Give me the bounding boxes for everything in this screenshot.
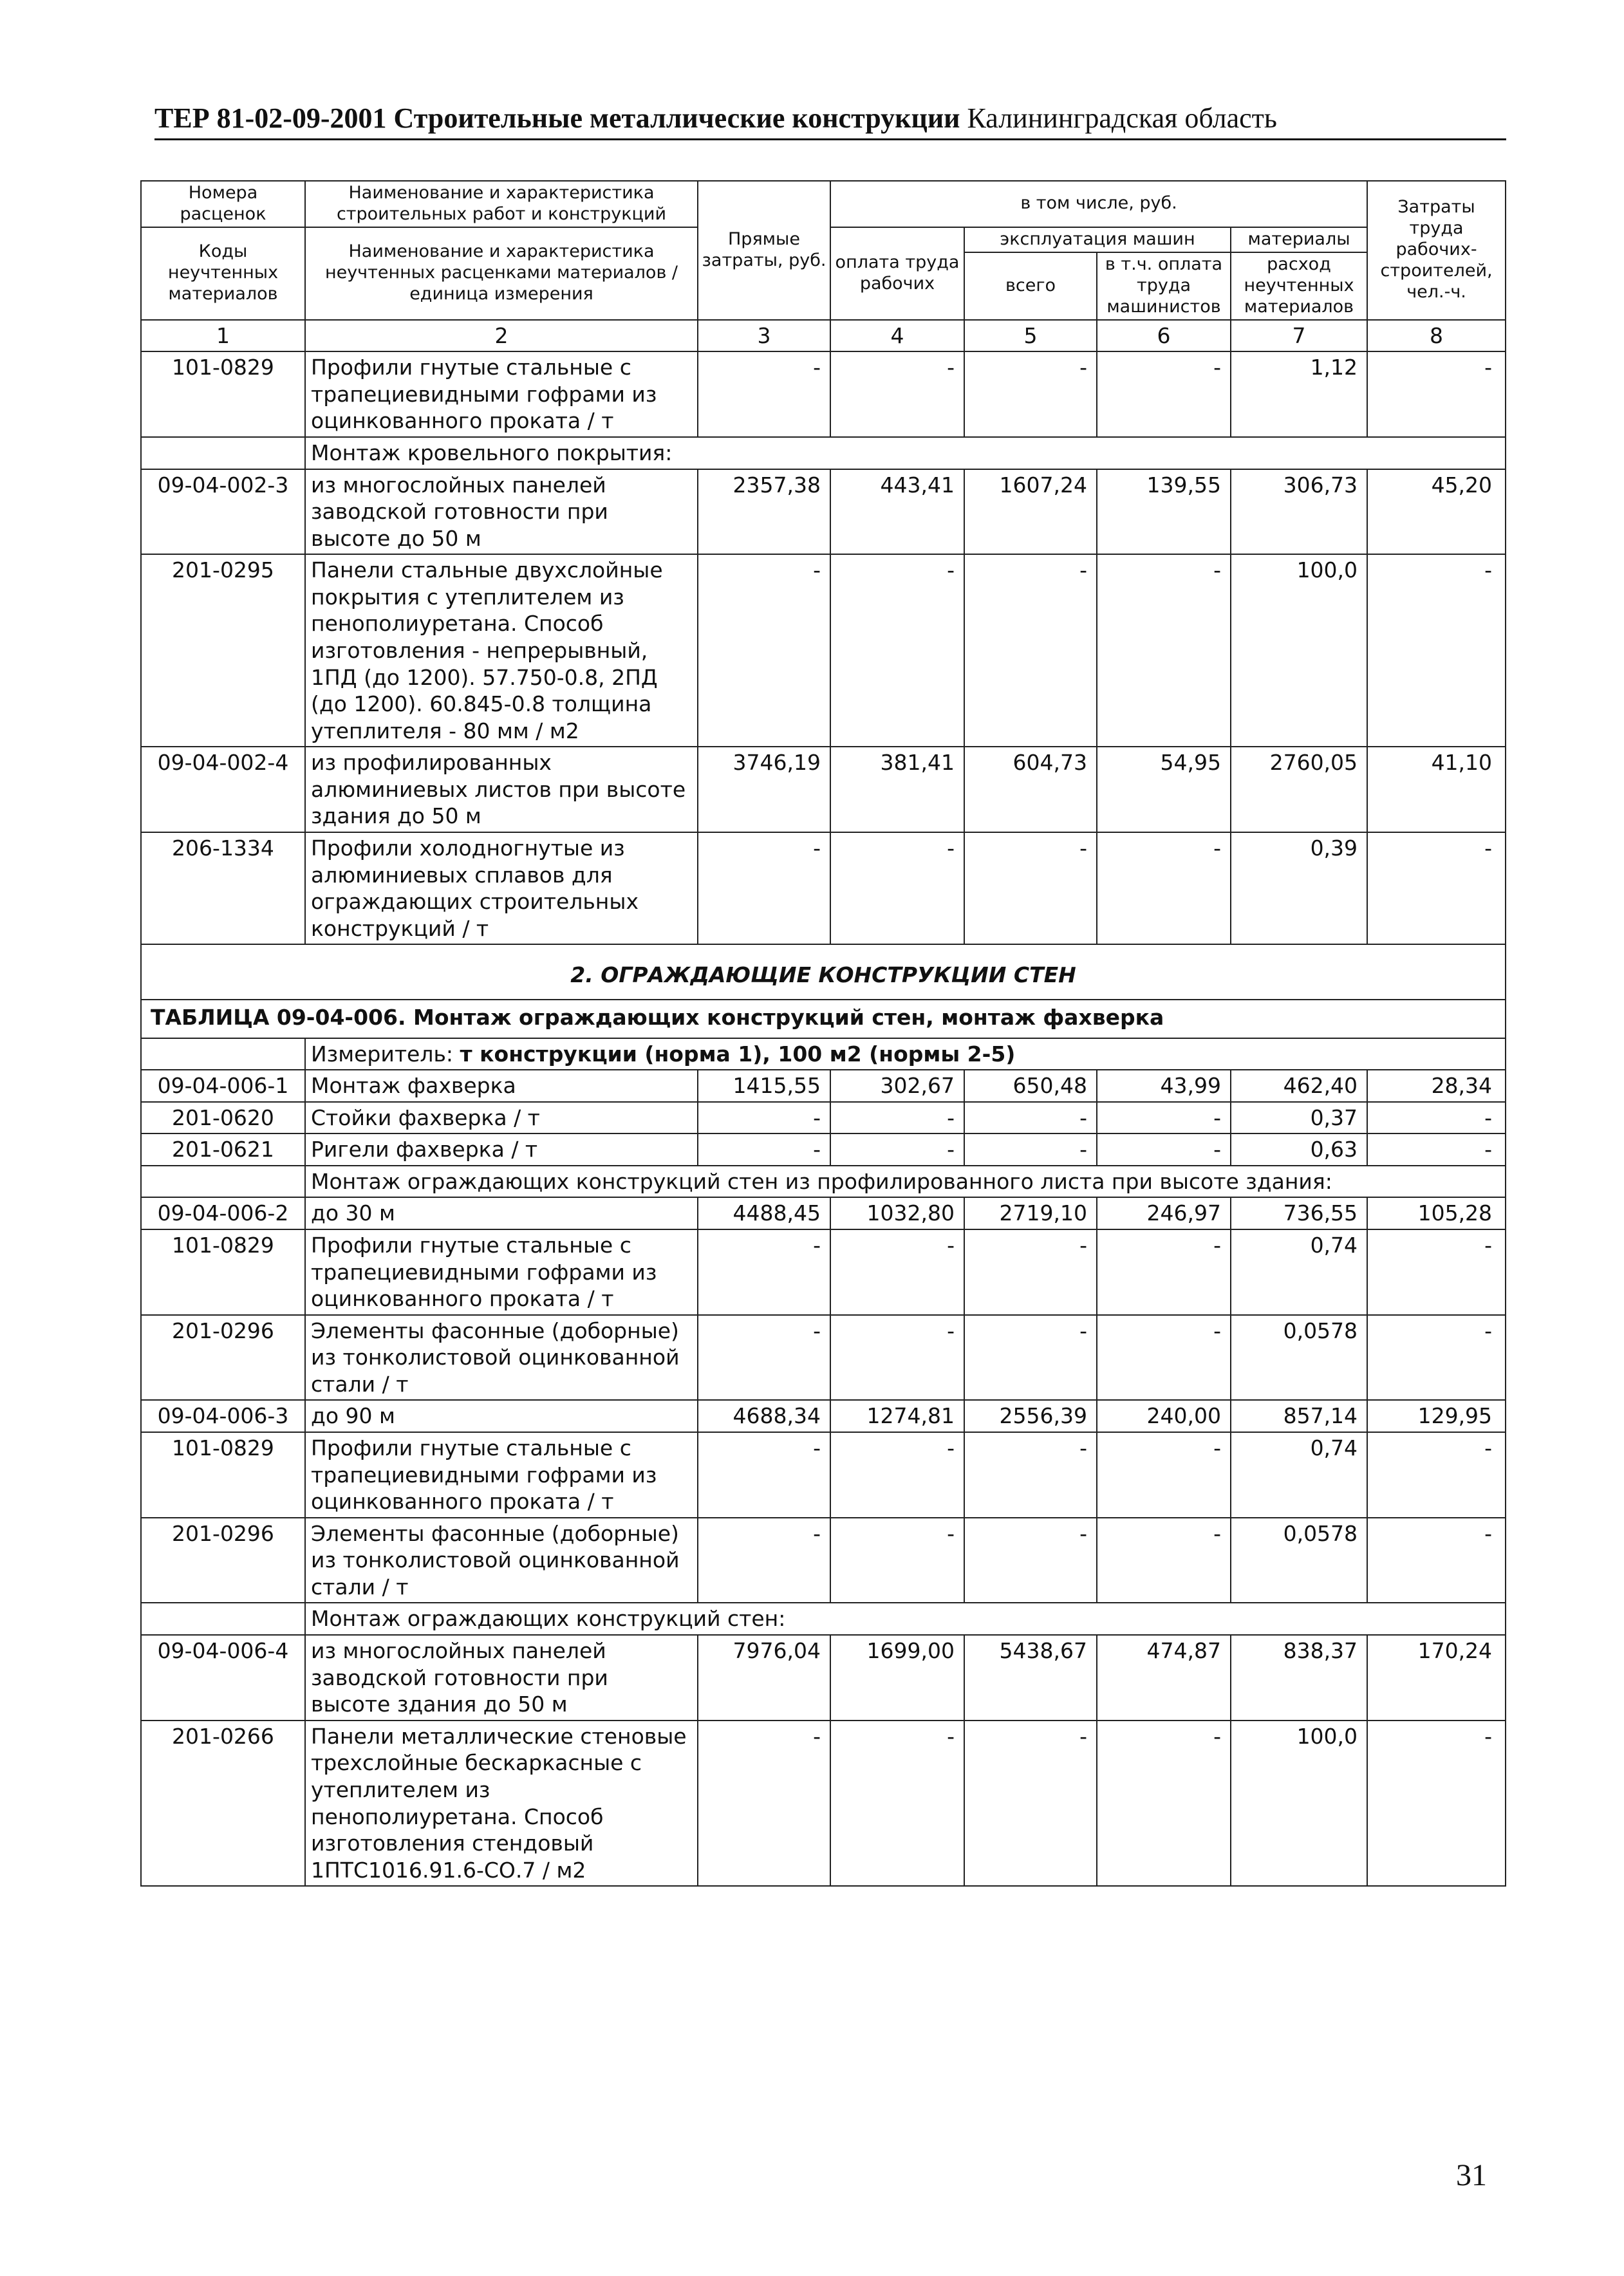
- rate-name: Профили гнутые стальные с трапециевидными гофрами из оцинкованного проката / т: [305, 351, 698, 437]
- col-head-labor-pay: оплата труда рабочих: [830, 227, 964, 320]
- meter: [305, 1038, 1506, 1070]
- labor-hours: 28,34: [1367, 1070, 1506, 1102]
- column-number: 8: [1367, 320, 1506, 352]
- machinists-pay: -: [1097, 1133, 1231, 1166]
- group-rows4: [141, 1197, 1506, 1603]
- materials-cost: 0,39: [1231, 832, 1367, 944]
- machines-total: 1607,24: [964, 469, 1097, 555]
- group-rows1: [141, 351, 1506, 437]
- column-number: 3: [698, 320, 830, 352]
- direct-cost: -: [698, 1102, 830, 1134]
- labor-pay: -: [830, 554, 964, 747]
- table-row: [141, 747, 1506, 832]
- machinists-pay: 246,97: [1097, 1197, 1231, 1229]
- machines-total: 2556,39: [964, 1400, 1097, 1432]
- section-title: 2. ОГРАЖДАЮЩИЕ КОНСТРУКЦИИ СТЕН: [141, 944, 1506, 1000]
- col-head-code-top: Номера расценок: [141, 181, 305, 227]
- col-head-name-top: Наименование и характеристика строительных работ и конструкций: [305, 181, 698, 227]
- materials-cost: 0,63: [1231, 1133, 1367, 1166]
- machines-total: -: [964, 351, 1097, 437]
- rate-code: 201-0266: [141, 1721, 305, 1886]
- machinists-pay: -: [1097, 1721, 1231, 1886]
- table-row: [141, 351, 1506, 437]
- materials-cost: 100,0: [1231, 554, 1367, 747]
- direct-cost: 1415,55: [698, 1070, 830, 1102]
- machinists-pay: -: [1097, 1229, 1231, 1315]
- rate-name: из многослойных панелей заводской готовности при высоте до 50 м: [305, 469, 698, 555]
- group-heading-walls: Монтаж ограждающих конструкций стен:: [305, 1603, 1506, 1635]
- labor-pay: -: [830, 1315, 964, 1401]
- machines-total: -: [964, 832, 1097, 944]
- meter-row: [141, 1038, 1506, 1070]
- column-number: 5: [964, 320, 1097, 352]
- col-head-machines-total: всего: [964, 252, 1097, 320]
- labor-hours: -: [1367, 1432, 1506, 1518]
- rate-code: 201-0620: [141, 1102, 305, 1134]
- group-rows3: [141, 1070, 1506, 1166]
- rate-code: 09-04-006-3: [141, 1400, 305, 1432]
- group-heading-row: [141, 1603, 1506, 1635]
- direct-cost: 2357,38: [698, 469, 830, 555]
- materials-cost: 100,0: [1231, 1721, 1367, 1886]
- labor-hours: 45,20: [1367, 469, 1506, 555]
- machinists-pay: -: [1097, 1518, 1231, 1603]
- column-number: 7: [1231, 320, 1367, 352]
- rate-code: 201-0621: [141, 1133, 305, 1166]
- materials-cost: 1,12: [1231, 351, 1367, 437]
- col-head-labor: Затраты труда рабочих-строителей, чел.-ч.: [1367, 181, 1506, 320]
- machines-total: -: [964, 554, 1097, 747]
- rate-code: 09-04-002-4: [141, 747, 305, 832]
- materials-cost: 0,74: [1231, 1229, 1367, 1315]
- labor-hours: -: [1367, 1133, 1506, 1166]
- table-row: [141, 1315, 1506, 1401]
- materials-cost: 0,0578: [1231, 1518, 1367, 1603]
- labor-hours: 170,24: [1367, 1635, 1506, 1721]
- table-title-row: [141, 1000, 1506, 1038]
- machinists-pay: 240,00: [1097, 1400, 1231, 1432]
- rate-name: до 90 м: [305, 1400, 698, 1432]
- rate-name: Панели стальные двухслойные покрытия с утеплителем из пенополиуретана. Способ изготовления - непрерывный, 1ПД (до 1200). 57.750-0.8, 2ПД (до 1200). 60.845-0.8 толщина утеплителя - 80 мм / м2: [305, 554, 698, 747]
- rate-name: до 30 м: [305, 1197, 698, 1229]
- table-row: [141, 1229, 1506, 1315]
- materials-cost: 2760,05: [1231, 747, 1367, 832]
- direct-cost: -: [698, 1721, 830, 1886]
- group-heading-roof: Монтаж кровельного покрытия:: [305, 437, 1506, 469]
- direct-cost: 4688,34: [698, 1400, 830, 1432]
- machinists-pay: 474,87: [1097, 1635, 1231, 1721]
- col-head-direct-costs: Прямые затраты, руб.: [698, 181, 830, 320]
- machinists-pay: -: [1097, 1315, 1231, 1401]
- rate-name: Профили гнутые стальные с трапециевидными гофрами из оцинкованного проката / т: [305, 1432, 698, 1518]
- labor-hours: -: [1367, 351, 1506, 437]
- materials-cost: 462,40: [1231, 1070, 1367, 1102]
- table-row: [141, 1635, 1506, 1721]
- labor-pay: -: [830, 1432, 964, 1518]
- column-number: 1: [141, 320, 305, 352]
- rate-name: Панели металлические стеновые трехслойные бескаркасные с утеплителем из пенополиуретана. Способ изготовления стендовый 1ПТС1016.91.6-СО.7 / м2: [305, 1721, 698, 1886]
- materials-cost: 857,14: [1231, 1400, 1367, 1432]
- machines-total: 604,73: [964, 747, 1097, 832]
- col-head-including: в том числе, руб.: [830, 181, 1367, 227]
- labor-pay: -: [830, 1229, 964, 1315]
- direct-cost: 4488,45: [698, 1197, 830, 1229]
- page-header: [154, 102, 1513, 135]
- labor-pay: 302,67: [830, 1070, 964, 1102]
- col-head-materials-use: расход неучтенных материалов: [1231, 252, 1367, 320]
- col-head-machines: эксплуатация машин: [964, 227, 1231, 252]
- machinists-pay: 139,55: [1097, 469, 1231, 555]
- table-row: [141, 1518, 1506, 1603]
- labor-pay: -: [830, 1721, 964, 1886]
- labor-pay: -: [830, 832, 964, 944]
- column-number: 4: [830, 320, 964, 352]
- rate-code: 101-0829: [141, 1229, 305, 1315]
- table-title: ТАБЛИЦА 09-04-006. Монтаж ограждающих конструкций стен, монтаж фахверка: [141, 1000, 1506, 1038]
- materials-cost: 838,37: [1231, 1635, 1367, 1721]
- table-row: [141, 469, 1506, 555]
- table-row: [141, 1102, 1506, 1134]
- direct-cost: 7976,04: [698, 1635, 830, 1721]
- labor-hours: -: [1367, 1102, 1506, 1134]
- labor-hours: 105,28: [1367, 1197, 1506, 1229]
- rate-code: 09-04-006-1: [141, 1070, 305, 1102]
- table-row: [141, 1721, 1506, 1886]
- labor-pay: 1032,80: [830, 1197, 964, 1229]
- column-number: 2: [305, 320, 698, 352]
- direct-cost: -: [698, 1315, 830, 1401]
- machines-total: -: [964, 1315, 1097, 1401]
- labor-pay: 381,41: [830, 747, 964, 832]
- rate-name: Профили холодногнутые из алюминиевых сплавов для ограждающих строительных конструкций / т: [305, 832, 698, 944]
- section-title-row: [141, 944, 1506, 1000]
- direct-cost: -: [698, 1133, 830, 1166]
- labor-hours: -: [1367, 1315, 1506, 1401]
- document-title: ТЕР 81-02-09-2001 Строительные металлические конструкции: [154, 102, 960, 134]
- col-head-machinists-pay: в т.ч. оплата труда машинистов: [1097, 252, 1231, 320]
- rate-code: 101-0829: [141, 351, 305, 437]
- region-name: Калининградская область: [967, 102, 1277, 134]
- rates-table: [140, 180, 1506, 1887]
- col-head-name-bottom: Наименование и характеристика неучтенных расценками материалов / единица измерения: [305, 227, 698, 320]
- machinists-pay: -: [1097, 1102, 1231, 1134]
- rate-name: из многослойных панелей заводской готовности при высоте здания до 50 м: [305, 1635, 698, 1721]
- rate-code: 206-1334: [141, 832, 305, 944]
- table-row: [141, 832, 1506, 944]
- machines-total: 650,48: [964, 1070, 1097, 1102]
- materials-cost: 0,37: [1231, 1102, 1367, 1134]
- table-head: [141, 181, 1506, 320]
- materials-cost: 306,73: [1231, 469, 1367, 555]
- rate-code: 101-0829: [141, 1432, 305, 1518]
- group-heading-row: [141, 437, 1506, 469]
- meter-label: Измеритель:: [311, 1041, 454, 1067]
- column-numbers-row: [141, 320, 1506, 352]
- table-row: [141, 1400, 1506, 1432]
- labor-pay: -: [830, 1102, 964, 1134]
- rate-code: 09-04-006-4: [141, 1635, 305, 1721]
- rate-name: Стойки фахверка / т: [305, 1102, 698, 1134]
- machinists-pay: -: [1097, 554, 1231, 747]
- table-row: [141, 1133, 1506, 1166]
- table-row: [141, 1197, 1506, 1229]
- rate-code: 09-04-002-3: [141, 469, 305, 555]
- labor-pay: 1274,81: [830, 1400, 964, 1432]
- machines-total: -: [964, 1721, 1097, 1886]
- machines-total: -: [964, 1518, 1097, 1603]
- machines-total: -: [964, 1432, 1097, 1518]
- rate-code: 201-0296: [141, 1315, 305, 1401]
- table-row: [141, 1070, 1506, 1102]
- materials-cost: 736,55: [1231, 1197, 1367, 1229]
- rate-name: Элементы фасонные (доборные) из тонколистовой оцинкованной стали / т: [305, 1518, 698, 1603]
- group-heading-row: [141, 1166, 1506, 1198]
- machinists-pay: -: [1097, 351, 1231, 437]
- labor-pay: -: [830, 1133, 964, 1166]
- rate-name: Ригели фахверка / т: [305, 1133, 698, 1166]
- direct-cost: -: [698, 1229, 830, 1315]
- direct-cost: -: [698, 554, 830, 747]
- materials-cost: 0,74: [1231, 1432, 1367, 1518]
- table-row: [141, 554, 1506, 747]
- rate-name: Монтаж фахверка: [305, 1070, 698, 1102]
- col-head-code-bottom: Коды неучтенных материалов: [141, 227, 305, 320]
- labor-pay: -: [830, 1518, 964, 1603]
- labor-pay: 443,41: [830, 469, 964, 555]
- labor-pay: -: [830, 351, 964, 437]
- direct-cost: -: [698, 1432, 830, 1518]
- group-rows5: [141, 1635, 1506, 1886]
- meter-value: т конструкции (норма 1), 100 м2 (нормы 2-5): [460, 1041, 1016, 1067]
- labor-hours: -: [1367, 832, 1506, 944]
- labor-pay: 1699,00: [830, 1635, 964, 1721]
- labor-hours: -: [1367, 1721, 1506, 1886]
- machinists-pay: -: [1097, 832, 1231, 944]
- direct-cost: -: [698, 351, 830, 437]
- rate-code: 09-04-006-2: [141, 1197, 305, 1229]
- materials-cost: 0,0578: [1231, 1315, 1367, 1401]
- machines-total: -: [964, 1102, 1097, 1134]
- group-rows2: [141, 469, 1506, 945]
- header-rule: [154, 138, 1506, 140]
- table-row: [141, 1432, 1506, 1518]
- rate-name: из профилированных алюминиевых листов при высоте здания до 50 м: [305, 747, 698, 832]
- machinists-pay: 43,99: [1097, 1070, 1231, 1102]
- rate-name: Профили гнутые стальные с трапециевидными гофрами из оцинкованного проката / т: [305, 1229, 698, 1315]
- machines-total: 2719,10: [964, 1197, 1097, 1229]
- machines-total: 5438,67: [964, 1635, 1097, 1721]
- labor-hours: 129,95: [1367, 1400, 1506, 1432]
- labor-hours: 41,10: [1367, 747, 1506, 832]
- rate-code: 201-0296: [141, 1518, 305, 1603]
- rate-name: Элементы фасонные (доборные) из тонколистовой оцинкованной стали / т: [305, 1315, 698, 1401]
- direct-cost: 3746,19: [698, 747, 830, 832]
- labor-hours: -: [1367, 1229, 1506, 1315]
- direct-cost: -: [698, 1518, 830, 1603]
- group-heading-walls-profiled: Монтаж ограждающих конструкций стен из профилированного листа при высоте здания:: [305, 1166, 1506, 1198]
- machines-total: -: [964, 1229, 1097, 1315]
- labor-hours: -: [1367, 554, 1506, 747]
- labor-hours: -: [1367, 1518, 1506, 1603]
- column-number: 6: [1097, 320, 1231, 352]
- page-number: 31: [1456, 2158, 1487, 2192]
- col-head-materials: материалы: [1231, 227, 1367, 252]
- machinists-pay: -: [1097, 1432, 1231, 1518]
- rate-code: 201-0295: [141, 554, 305, 747]
- machines-total: -: [964, 1133, 1097, 1166]
- direct-cost: -: [698, 832, 830, 944]
- machinists-pay: 54,95: [1097, 747, 1231, 832]
